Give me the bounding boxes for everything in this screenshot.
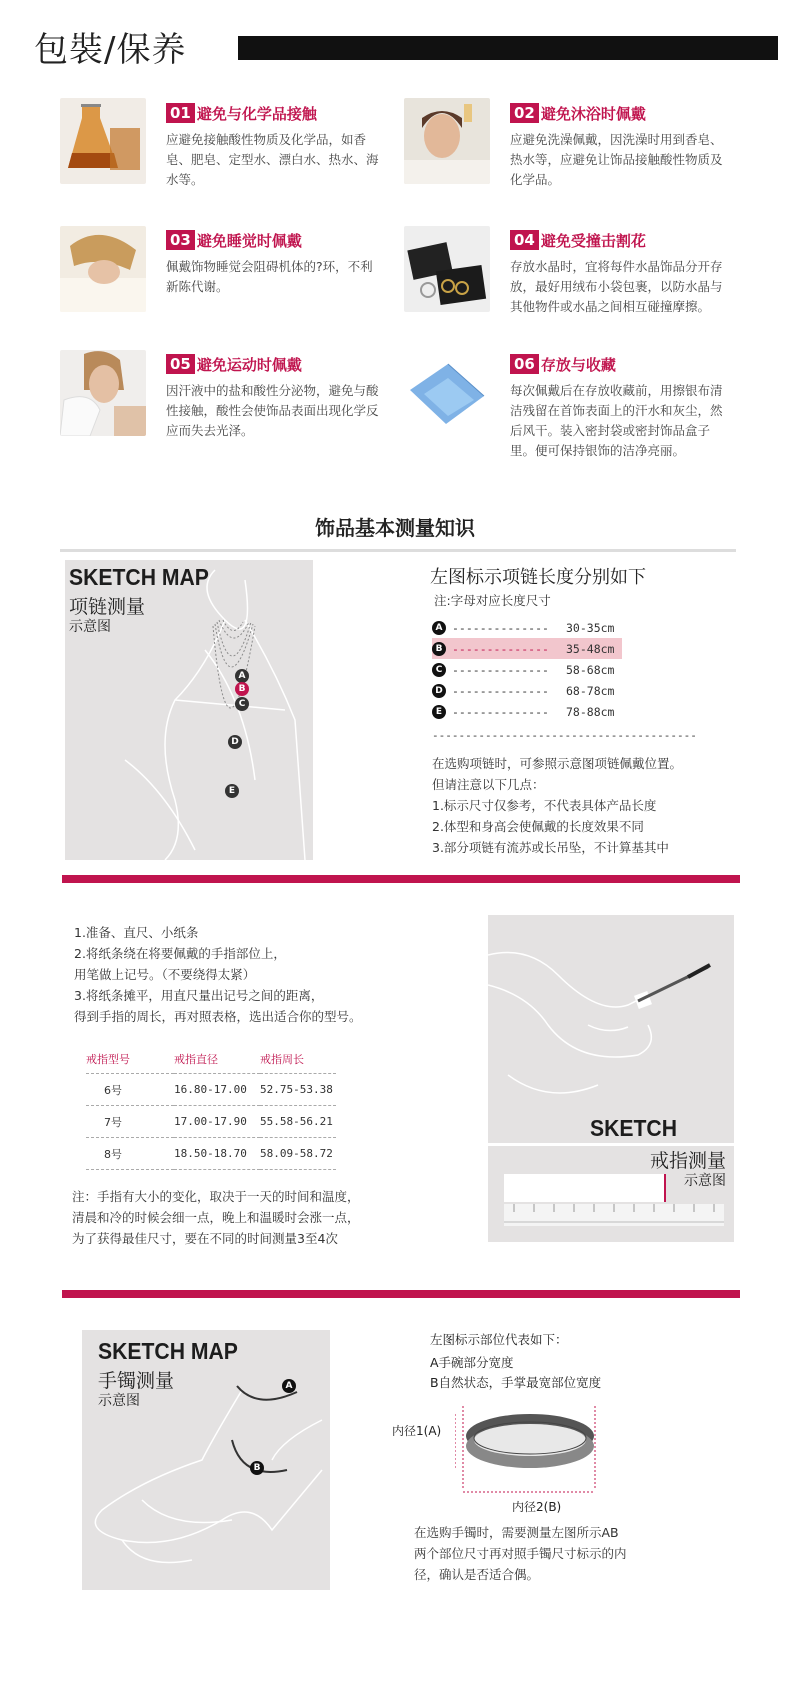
ring-steps: 1.准备、直尺、小纸条 2.将纸条绕在将要佩戴的手指部位上， 用笔做上记号。（不要绕得太紧） 3.将纸条摊平，用直尺量出记号之间的距离， 得到手指的周长，再对照表格，选出适合你的型号。 bbox=[74, 925, 362, 1024]
marker-b: B bbox=[235, 682, 249, 696]
necklace-row-a: A -------------- 30-35cm bbox=[432, 617, 622, 638]
tip-01-heading: 01 避免与化学品接触 bbox=[166, 103, 317, 123]
ring-table-row: 7号 17.00-17.90 55.58-56.21 bbox=[86, 1106, 336, 1138]
bangle-illustration bbox=[455, 1400, 605, 1500]
tip-05-text: 因汗液中的盐和酸性分泌物，避免与酸性接触，酸性会使饰品表面出现化学反应而失去光泽。 bbox=[166, 383, 379, 438]
bracelet-measure-label: 手镯测量 bbox=[98, 1370, 175, 1392]
inner-diameter-b-label: 内径2(B) bbox=[512, 1500, 562, 1514]
tip-02-heading: 02 避免沐浴时佩戴 bbox=[510, 103, 646, 123]
page-title: 包裝/保养 bbox=[34, 30, 187, 70]
tip-02-text: 应避免洗澡佩戴，因洗澡时用到香皂、热水等，应避免让饰品接触酸性物质及化学品。 bbox=[510, 132, 723, 187]
marker-c: C bbox=[235, 697, 249, 711]
necklace-sketch-panel bbox=[65, 560, 313, 860]
bracelet-heading: 左图标示部位代表如下： bbox=[430, 1332, 568, 1347]
section-separator-2 bbox=[62, 1290, 740, 1298]
ring-table-header: 戒指型号 戒指直径 戒指周长 bbox=[86, 1045, 336, 1074]
ring-ruler-panel bbox=[488, 1146, 734, 1242]
sketch-map-label: SKETCH MAP bbox=[98, 1338, 238, 1364]
necklace-note: 注:字母对应长度尺寸 bbox=[434, 593, 551, 608]
bracelet-a-text: A手碗部分宽度 bbox=[430, 1355, 514, 1370]
title-bar bbox=[238, 36, 778, 60]
ring-sketch-panel bbox=[488, 915, 734, 1143]
tip-05-heading: 05 避免运动时佩戴 bbox=[166, 354, 302, 374]
marker-a: A bbox=[282, 1379, 296, 1393]
necklace-divider: ---------------------------------------- bbox=[432, 729, 697, 742]
sketch-map-label: SKETCH bbox=[590, 1115, 677, 1141]
section-divider bbox=[60, 549, 736, 552]
chemical-bottle-image bbox=[60, 98, 146, 184]
diagram-label: 示意图 bbox=[684, 1173, 726, 1189]
necklace-size-list bbox=[432, 617, 622, 722]
necklace-row-c: C -------------- 58-68cm bbox=[432, 659, 622, 680]
sweating-woman-image bbox=[60, 350, 146, 436]
tip-06-text: 每次佩戴后在存放收藏前，用擦银布清洁残留在首饰表面上的汗水和灰尘，然后风干。装入密封袋或密封饰品盒子里。便可保持银饰的洁净亮丽。 bbox=[510, 383, 723, 458]
necklace-measure-label: 项链测量 bbox=[69, 596, 146, 618]
ring-notes: 注：手指有大小的变化，取决于一天的时间和温度， 清晨和冷的时候会细一点，晚上和温暖时会涨一点， 为了获得最佳尺寸，要在不同的时间测量3至4次 bbox=[72, 1189, 360, 1246]
marker-e: E bbox=[225, 784, 239, 798]
ring-measure-label: 戒指测量 bbox=[650, 1150, 727, 1172]
measure-section-title: 饰品基本测量知识 bbox=[315, 516, 475, 540]
necklace-tips: 在选购项链时，可参照示意图项链佩戴位置。 但请注意以下几点： 1.标示尺寸仅参考，不代表具体产品长度 2.体型和身高会使佩戴的长度效果不同 3.部分项链有流苏或长吊坠，不计算基其中 bbox=[432, 756, 683, 855]
sleeping-woman-image bbox=[60, 226, 146, 312]
necklace-row-d: D -------------- 68-78cm bbox=[432, 680, 622, 701]
tip-03-text: 佩戴饰物睡觉会阻碍机体的?环，不利新陈代谢。 bbox=[166, 259, 373, 294]
marker-d: D bbox=[228, 735, 242, 749]
ring-size-table bbox=[86, 1045, 336, 1170]
ring-table-row: 6号 16.80-17.00 52.75-53.38 bbox=[86, 1074, 336, 1106]
tip-03-heading: 03 避免睡觉时佩戴 bbox=[166, 230, 302, 250]
section-separator-1 bbox=[62, 875, 740, 883]
polishing-cloth-image bbox=[404, 350, 490, 436]
necklace-row-e: E -------------- 78-88cm bbox=[432, 701, 622, 722]
diagram-label: 示意图 bbox=[69, 619, 111, 635]
diagram-label: 示意图 bbox=[98, 1393, 140, 1409]
bath-woman-image bbox=[404, 98, 490, 184]
marker-a: A bbox=[235, 669, 249, 683]
ruler-illustration bbox=[504, 1204, 724, 1226]
necklace-row-b: B -------------- 35-48cm bbox=[432, 638, 622, 659]
necklace-heading: 左图标示项链长度分别如下 bbox=[430, 567, 646, 588]
jewelry-box-image bbox=[404, 226, 490, 312]
ring-table-row: 8号 18.50-18.70 58.09-58.72 bbox=[86, 1138, 336, 1170]
tip-01-text: 应避免接触酸性物质及化学品，如香皂、肥皂、定型水、漂白水、热水、海水等。 bbox=[166, 132, 379, 187]
bracelet-sketch-panel bbox=[82, 1330, 330, 1590]
hand-ring-illustration bbox=[488, 915, 734, 1143]
paper-strip bbox=[504, 1174, 666, 1202]
tip-04-text: 存放水晶时，宜将每件水晶饰品分开存放，最好用绒布小袋包裹，以防水晶与其他物件或水晶之间相互碰撞摩擦。 bbox=[510, 259, 723, 314]
bracelet-b-text: B自然状态，手掌最宽部位宽度 bbox=[430, 1375, 602, 1390]
tip-06-heading: 06 存放与收藏 bbox=[510, 354, 616, 374]
tip-04-heading: 04 避免受撞击割花 bbox=[510, 230, 646, 250]
sketch-map-label: SKETCH MAP bbox=[69, 564, 209, 590]
marker-b: B bbox=[250, 1461, 264, 1475]
inner-diameter-a-label: 内径1(A) bbox=[392, 1424, 442, 1438]
bracelet-notes: 在选购手镯时，需要测量左图所示AB 两个部位尺寸再对照手镯尺寸标示的内 径，确认是否适合偶。 bbox=[414, 1525, 627, 1582]
